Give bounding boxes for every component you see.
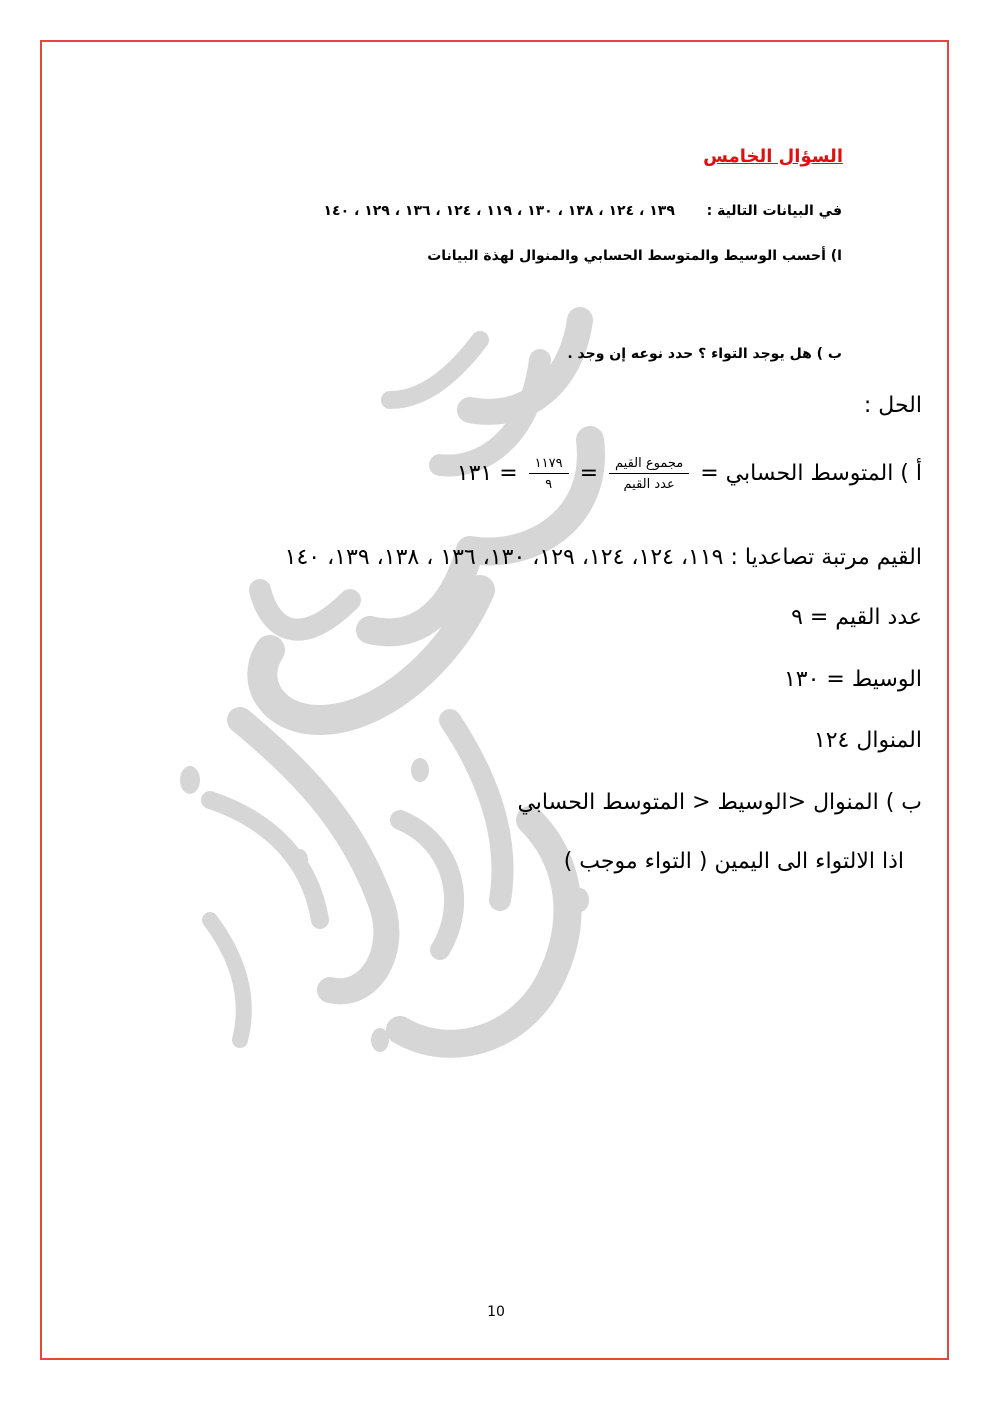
comparison-line: ب ) المنوال <الوسيط < المتوسط الحسابي: [517, 790, 922, 815]
mode-line: المنوال ١٢٤: [813, 728, 922, 753]
median-line: الوسيط = ١٣٠: [783, 667, 922, 692]
data-values: ١٣٩ ، ١٢٤ ، ١٣٨ ، ١٣٠ ، ١١٩ ، ١٢٤ ، ١٣٦ ، ١٢٩ ، ١٤٠: [323, 203, 675, 219]
fraction-denominator-value: ٩: [545, 477, 553, 492]
mean-label: أ ) المتوسط الحسابي =: [700, 461, 922, 486]
fraction-sum-over-count: [609, 456, 689, 492]
solution-heading: الحل :: [863, 393, 922, 418]
part-a-question: ا) أحسب الوسيط والمتوسط الحسابي والمنوال لهذة البيانات: [427, 248, 842, 264]
mean-equation: [457, 456, 922, 492]
question-title: السؤال الخامس: [703, 146, 843, 167]
page-number: 10: [487, 1304, 505, 1320]
data-line: [323, 203, 842, 219]
count-line: عدد القيم = ٩: [791, 605, 922, 630]
part-b-question: ب ) هل يوجد التواء ؟ حدد نوعه إن وجد .: [567, 346, 842, 362]
fraction-values: [529, 456, 569, 492]
data-label: في البيانات التالية :: [706, 203, 842, 219]
equals-sign: =: [579, 461, 599, 486]
conclusion-line: اذا الالتواء الى اليمين ( التواء موجب ): [563, 849, 904, 874]
watermark-calligraphy: [150, 300, 670, 1080]
fraction-numerator: مجموع القيم: [609, 456, 689, 474]
fraction-denominator: عدد القيم: [623, 477, 675, 492]
sorted-values: القيم مرتبة تصاعديا : ١١٩، ١٢٤، ١٢٤، ١٢٩، ١٣٠، ١٣٦ ، ١٣٨، ١٣٩، ١٤٠: [284, 545, 922, 570]
mean-result: = ١٣١: [456, 461, 518, 486]
fraction-numerator-value: ١١٧٩: [529, 456, 569, 474]
